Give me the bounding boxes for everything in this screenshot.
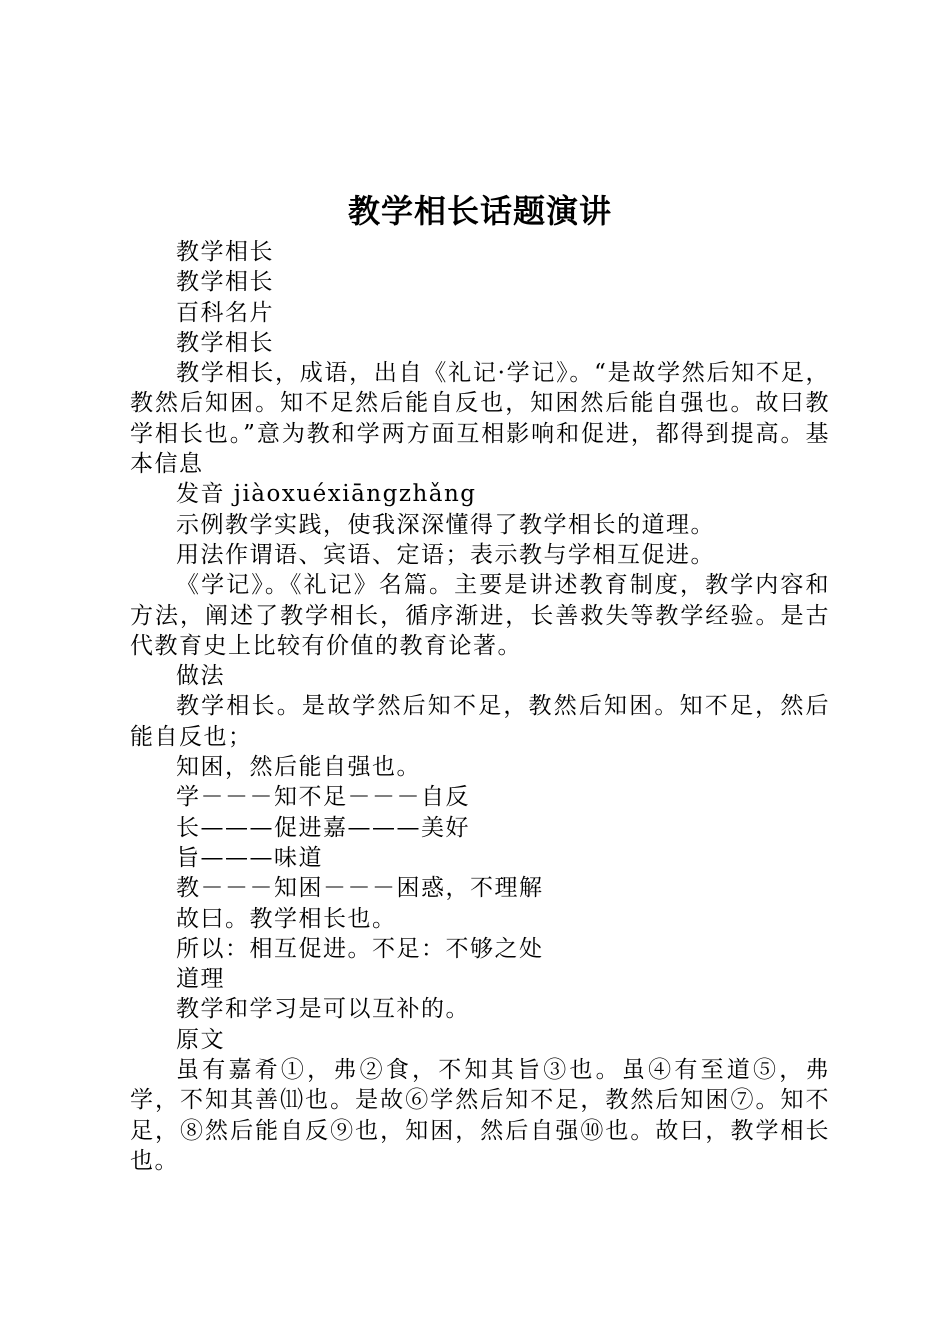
paragraph: 用法作谓语、宾语、定语；表示教与学相互促进。 <box>176 541 715 568</box>
paragraph: 百科名片 <box>176 299 274 326</box>
paragraph: 长———促进嘉———美好 <box>176 814 470 841</box>
paragraph: 教学相长 <box>176 239 274 265</box>
paragraph: 教学相长 <box>176 329 274 356</box>
document-title: 教学相长话题演讲 <box>347 192 612 230</box>
paragraph: 做法 <box>176 663 225 690</box>
paragraph: 旨———味道 <box>176 844 323 871</box>
paragraph: 教－－－知困－－－困惑，不理解 <box>176 875 544 902</box>
paragraph: 教学相长。是故学然后知不足，教然后知困。知不足，然后能自反也； <box>130 693 830 750</box>
paragraph: 故曰。教学相长也。 <box>176 905 397 932</box>
paragraph: 教学和学习是可以互补的。 <box>176 996 470 1023</box>
paragraph: 《学记》。《礼记》名篇。主要是讲述教育制度，教学内容和方法，阐述了教学相长，循序渐进，长善救失等教学经验。是古代教育史上比较有价值的教育论著。 <box>130 572 830 659</box>
paragraph: 教学相长 <box>176 269 274 296</box>
paragraph: 原文 <box>176 1026 225 1053</box>
paragraph: 所以：相互促进。不足：不够之处 <box>176 935 544 962</box>
paragraph: 示例教学实践，使我深深懂得了教学相长的道理。 <box>176 511 715 538</box>
paragraph: 发音 jiàoxuéxiāngzhǎng <box>176 481 477 508</box>
paragraph: 虽有嘉肴①，弗②食，不知其旨③也。虽④有至道⑤，弗学，不知其善⑾也。是故⑥学然后知不足，教然后知困⑦。知不足，⑧然后能自反⑨也，知困，然后自强⑩也。故曰，教学相长也。 <box>130 1057 830 1174</box>
document-page <box>130 185 830 1176</box>
paragraph: 教学相长，成语，出自《礼记·学记》。“是故学然后知不足，教然后知困。知不足然后能自反也，知困然后能自强也。故曰教学相长也。”意为教和学两方面互相影响和促进，都得到提高。基本信息 <box>130 360 830 478</box>
paragraph: 道理 <box>176 966 225 993</box>
paragraph: 知困，然后能自强也。 <box>176 754 421 781</box>
paragraph: 学－－－知不足－－－自反 <box>176 784 470 811</box>
